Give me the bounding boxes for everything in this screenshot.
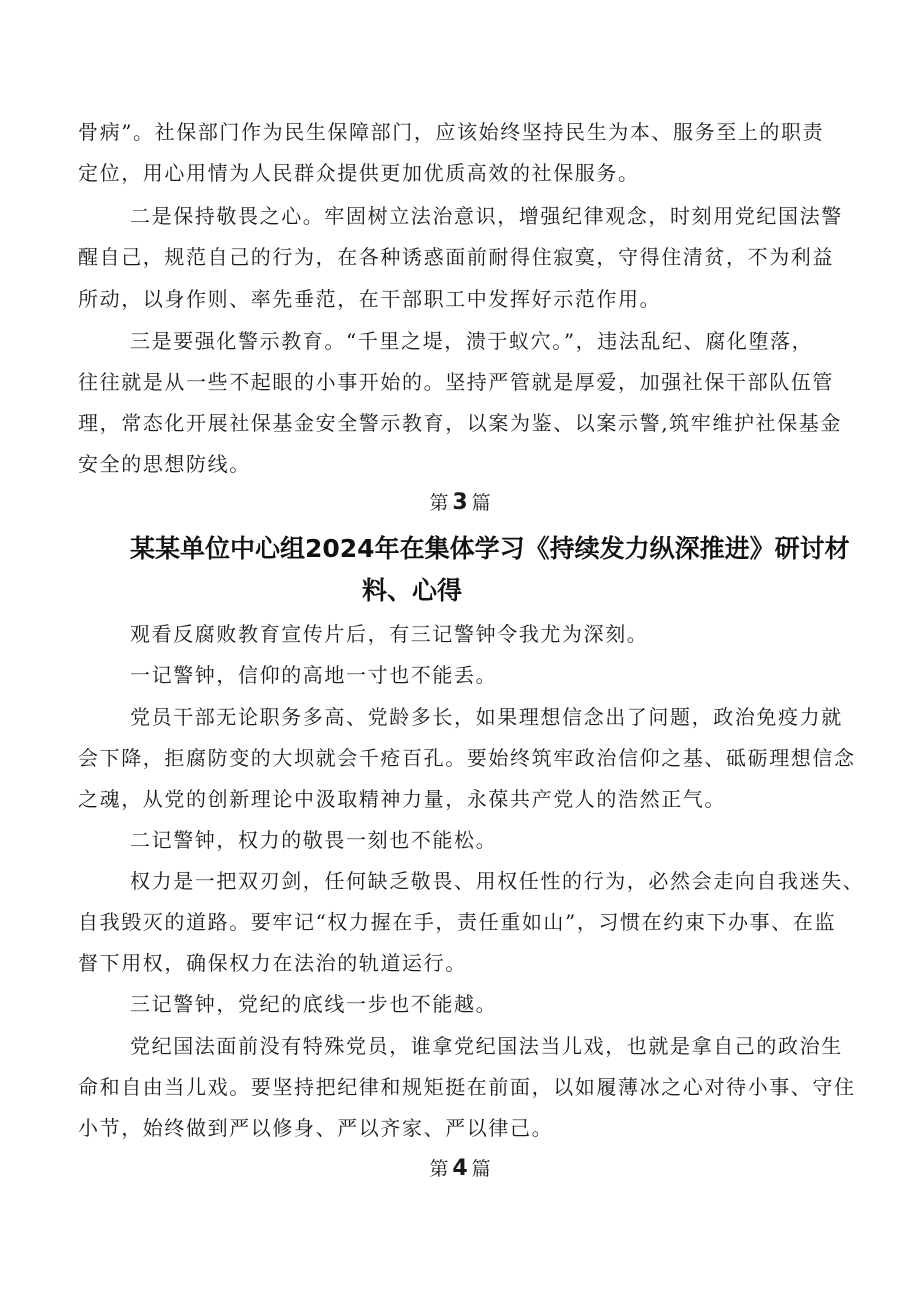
text-line: 定位，用心用情为人民群众提供更加优质高效的社保服务。: [78, 161, 640, 185]
text-line: 命和自由当儿戏。要坚持把纪律和规矩挺在前面，以如履薄冰之心对待小事、守住: [78, 1075, 856, 1099]
text-line: 三是要强化警示教育。“千里之堤，溃于蚁穴。”，违法乱纪、腐化堕落，: [130, 329, 814, 353]
section-number: 3: [452, 490, 468, 515]
section-suffix: 篇: [471, 1158, 491, 1180]
title-line: 料、心得: [362, 576, 463, 605]
text-line: 之魂，从党的创新理论中汲取精神力量，永葆共产党人的浩然正气。: [78, 787, 726, 811]
section-3-label: [0, 491, 920, 515]
section-4-label: [0, 1157, 920, 1181]
text-line: 所动，以身作则、率先垂范，在干部职工中发挥好示范作用。: [78, 287, 662, 311]
text-line: 权力是一把双刃剑，任何缺乏敬畏、用权任性的行为，必然会走向自我迷失、: [130, 869, 865, 893]
text-line: 安全的思想防线。: [78, 452, 251, 476]
alarm-heading-3: 三记警钟，党纪的底线一步也不能越。: [130, 992, 498, 1016]
alarm-heading-1: 一记警钟，信仰的高地一寸也不能丢。: [130, 663, 498, 687]
section-prefix: 第: [429, 492, 449, 514]
text-line: 醒自己，规范自己的行为，在各种诱惑面前耐得住寂寞，守得住清贫，不为利益: [78, 245, 834, 269]
text-line: 往往就是从一些不起眼的小事开始的。坚持严管就是厚爱，加强社保干部队伍管: [78, 370, 834, 394]
text-line: 督下用权，确保权力在法治的轨道运行。: [78, 951, 467, 975]
title-line: 某某单位中心组2024年在集体学习《持续发力纵深推进》研讨材: [130, 534, 850, 563]
text-line: 骨病”。社保部门作为民生保障部门，应该始终坚持民生为本、服务至上的职责: [78, 120, 825, 144]
alarm-heading-2: 二记警钟，权力的敬畏一刻也不能松。: [130, 828, 498, 852]
intro-paragraph: 观看反腐败教育宣传片后，有三记警钟令我尤为深刻。: [130, 622, 649, 646]
text-line: 会下降，拒腐防变的大坝就会千疮百孔。要始终筑牢政治信仰之基、砥砺理想信念: [78, 746, 856, 770]
section-prefix: 第: [429, 1158, 449, 1180]
section-number: 4: [452, 1156, 468, 1181]
text-line: 小节，始终做到严以修身、严以齐家、严以律己。: [78, 1116, 554, 1140]
text-line: 理，常态化开展社保基金安全警示教育，以案为鉴、以案示警,筑牢维护社保基金: [78, 411, 842, 435]
text-line: 党纪国法面前没有特殊党员，谁拿党纪国法当儿戏，也就是拿自己的政治生: [130, 1034, 843, 1058]
text-line: 二是保持敬畏之心。牢固树立法治意识，增强纪律观念，时刻用党纪国法警: [130, 204, 843, 228]
section-suffix: 篇: [471, 492, 491, 514]
text-line: 自我毁灭的道路。要牢记“权力握在手，责任重如山”，习惯在约束下办事、在监: [78, 910, 837, 934]
text-line: 党员干部无论职务多高、党龄多长，如果理想信念出了问题，政治免疫力就: [130, 705, 843, 729]
